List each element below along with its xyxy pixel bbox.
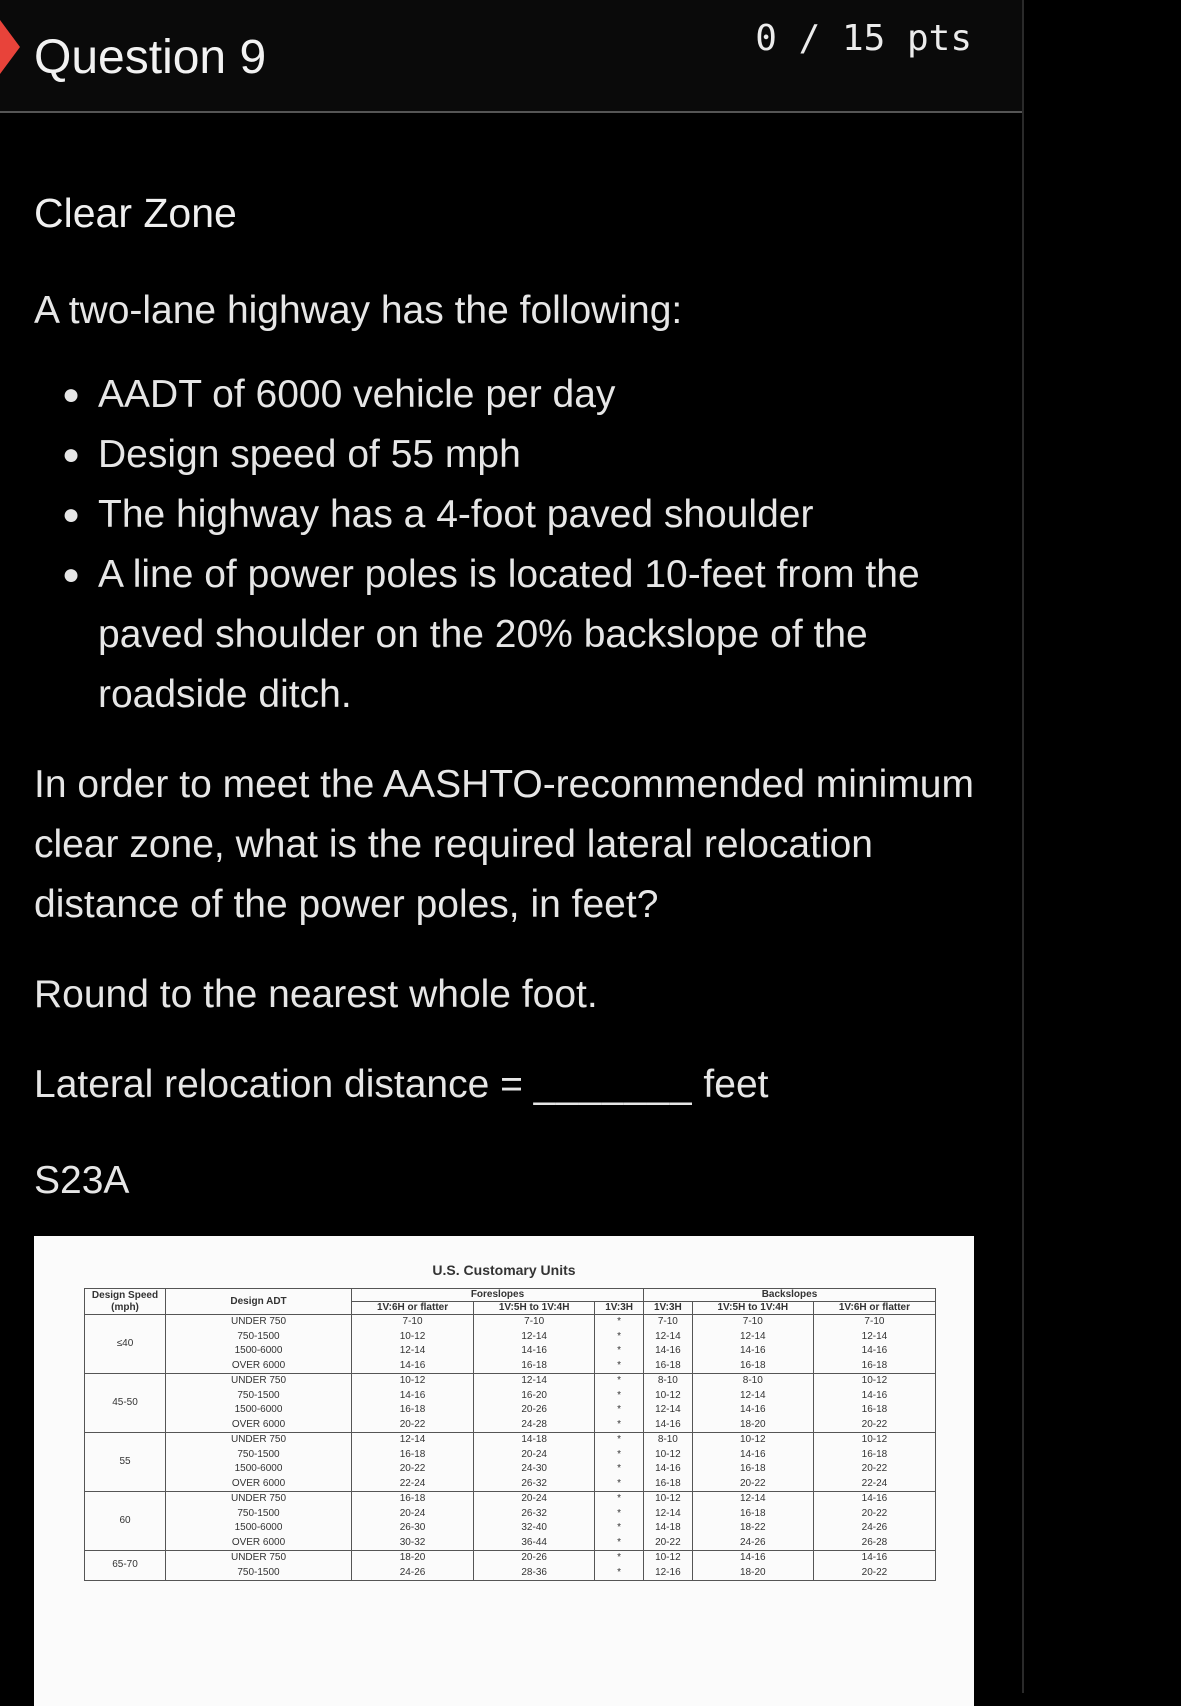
fs2-value: 7-10 bbox=[524, 1316, 545, 1327]
fs1-value: 12-14 bbox=[399, 1345, 426, 1356]
bs2-value: 24-26 bbox=[740, 1536, 766, 1548]
bs2-value: 8-10 bbox=[742, 1375, 763, 1386]
col-header-bs2: 1V:5H to 1V:4H bbox=[692, 1302, 813, 1315]
bs1-value: 14-18 bbox=[655, 1522, 681, 1533]
bs2-value: 18-20 bbox=[740, 1566, 766, 1578]
adt-value: UNDER 750 bbox=[230, 1493, 287, 1504]
fs3-value: * bbox=[617, 1359, 622, 1371]
fs3-value: * bbox=[617, 1389, 622, 1401]
bs3-cell bbox=[813, 1433, 935, 1492]
fs1-value: 20-24 bbox=[399, 1507, 426, 1519]
adt-cell bbox=[166, 1551, 352, 1581]
bs1-value: 8-10 bbox=[657, 1375, 678, 1386]
table-row bbox=[85, 1492, 936, 1551]
adt-cell bbox=[166, 1315, 352, 1374]
fs2-value: 36-44 bbox=[521, 1536, 547, 1548]
table-caption: U.S. Customary Units bbox=[432, 1262, 576, 1278]
adt-value: 1500-6000 bbox=[234, 1345, 283, 1356]
question-header bbox=[0, 0, 1022, 113]
bs2-cell bbox=[692, 1315, 813, 1374]
adt-value: 750-1500 bbox=[237, 1448, 280, 1460]
bs2-value: 20-22 bbox=[740, 1477, 766, 1489]
fs2-cell bbox=[474, 1433, 595, 1492]
fs3-cell bbox=[595, 1492, 644, 1551]
fs2-value: 32-40 bbox=[521, 1522, 547, 1533]
adt-value: UNDER 750 bbox=[230, 1375, 287, 1386]
list-item: ● AADT of 6000 vehicle per day bbox=[98, 365, 994, 425]
intro-text: A two-lane highway has the following: bbox=[34, 289, 683, 332]
question-code: S23A bbox=[34, 1159, 130, 1202]
bs2-value: 18-20 bbox=[740, 1418, 766, 1430]
bs1-cell bbox=[643, 1492, 692, 1551]
fs3-value: * bbox=[617, 1522, 622, 1533]
col-header-bs1: 1V:3H bbox=[643, 1302, 692, 1315]
given-list bbox=[34, 365, 994, 725]
fs3-cell bbox=[595, 1433, 644, 1492]
adt-value: UNDER 750 bbox=[230, 1552, 287, 1563]
fs2-value: 16-18 bbox=[521, 1359, 547, 1371]
fs1-cell bbox=[352, 1551, 474, 1581]
fs2-cell bbox=[474, 1492, 595, 1551]
bs3-cell bbox=[813, 1492, 935, 1551]
fs2-value: 20-26 bbox=[521, 1552, 547, 1563]
bs2-value: 16-18 bbox=[740, 1507, 766, 1519]
bs3-value: 16-18 bbox=[861, 1404, 888, 1415]
answer-blank[interactable]: _______ bbox=[533, 1063, 693, 1106]
fs2-value: 12-14 bbox=[521, 1375, 547, 1386]
question-text: In order to meet the AASHTO-recommended minimum clear zone, what is the required lateral relocation distance of the power poles, in feet? bbox=[34, 763, 974, 926]
fs3-cell bbox=[595, 1315, 644, 1374]
fs2-value: 20-24 bbox=[521, 1448, 547, 1460]
fs2-value: 12-14 bbox=[521, 1330, 547, 1342]
bs3-value: 12-14 bbox=[861, 1330, 888, 1342]
fs3-value: * bbox=[617, 1536, 622, 1548]
fs2-value: 20-24 bbox=[521, 1493, 547, 1504]
list-item: ● Design speed of 55 mph bbox=[98, 425, 994, 485]
bs3-value: 20-22 bbox=[861, 1463, 888, 1474]
bs3-value: 14-16 bbox=[861, 1389, 888, 1401]
bs2-cell bbox=[692, 1433, 813, 1492]
bs1-cell bbox=[643, 1315, 692, 1374]
fs1-value: 24-26 bbox=[399, 1566, 426, 1578]
bs1-value: 10-12 bbox=[655, 1493, 681, 1504]
fs2-cell bbox=[474, 1315, 595, 1374]
bs1-value: 8-10 bbox=[657, 1434, 678, 1445]
speed-cell: 45-50 bbox=[85, 1374, 166, 1433]
adt-value: UNDER 750 bbox=[230, 1434, 287, 1445]
fs2-cell bbox=[474, 1374, 595, 1433]
fs1-cell bbox=[352, 1315, 474, 1374]
adt-value: 750-1500 bbox=[237, 1330, 280, 1342]
answer-label: Lateral relocation distance = bbox=[34, 1063, 523, 1106]
fs1-value: 7-10 bbox=[402, 1316, 423, 1327]
bs1-value: 14-16 bbox=[655, 1463, 681, 1474]
bs1-value: 10-12 bbox=[655, 1389, 681, 1401]
points-label: 0 / 15 pts bbox=[755, 18, 972, 59]
rounding-instruction: Round to the nearest whole foot. bbox=[34, 973, 598, 1016]
question-body bbox=[34, 190, 994, 1211]
question-title: Question 9 bbox=[34, 31, 267, 84]
fs2-value: 24-30 bbox=[521, 1463, 547, 1474]
bs3-value: 22-24 bbox=[861, 1477, 888, 1489]
clear-zone-table-image bbox=[34, 1236, 974, 1706]
fs3-value: * bbox=[617, 1507, 622, 1519]
list-item: ● The highway has a 4-foot paved shoulder bbox=[98, 485, 994, 545]
bs2-value: 12-14 bbox=[740, 1493, 766, 1504]
bs3-value: 26-28 bbox=[861, 1536, 888, 1548]
fs3-value: * bbox=[617, 1463, 622, 1474]
bs3-value: 10-12 bbox=[861, 1434, 888, 1445]
fs3-value: * bbox=[617, 1330, 622, 1342]
col-header-fs1: 1V:6H or flatter bbox=[352, 1302, 474, 1315]
adt-value: OVER 6000 bbox=[231, 1359, 286, 1371]
bs2-value: 14-16 bbox=[740, 1552, 766, 1563]
bs1-value: 14-16 bbox=[655, 1345, 681, 1356]
bs2-value: 16-18 bbox=[740, 1359, 766, 1371]
fs3-cell bbox=[595, 1551, 644, 1581]
bs3-cell bbox=[813, 1315, 935, 1374]
col-header-speed: Design Speed (mph) bbox=[85, 1289, 166, 1315]
fs1-value: 12-14 bbox=[399, 1434, 426, 1445]
bs1-value: 7-10 bbox=[657, 1316, 678, 1327]
fs1-value: 10-12 bbox=[399, 1330, 426, 1342]
fs3-value: * bbox=[617, 1552, 622, 1563]
bs3-value: 16-18 bbox=[861, 1448, 888, 1460]
adt-cell bbox=[166, 1492, 352, 1551]
fs3-value: * bbox=[617, 1434, 622, 1445]
fs1-value: 18-20 bbox=[399, 1552, 426, 1563]
adt-value: 1500-6000 bbox=[234, 1522, 283, 1533]
bs2-value: 10-12 bbox=[740, 1434, 766, 1445]
topic-heading: Clear Zone bbox=[34, 190, 237, 236]
bullet-icon: ● bbox=[62, 558, 81, 591]
bs2-cell bbox=[692, 1492, 813, 1551]
bs2-cell bbox=[692, 1374, 813, 1433]
fs2-value: 26-32 bbox=[521, 1507, 547, 1519]
fs2-value: 26-32 bbox=[521, 1477, 547, 1489]
adt-value: 1500-6000 bbox=[234, 1463, 283, 1474]
answer-unit: feet bbox=[703, 1063, 769, 1106]
adt-value: 750-1500 bbox=[237, 1389, 280, 1401]
table-row bbox=[85, 1433, 936, 1492]
bs3-value: 24-26 bbox=[861, 1522, 888, 1533]
bs3-value: 20-22 bbox=[861, 1507, 888, 1519]
bs1-value: 10-12 bbox=[655, 1448, 681, 1460]
bs2-value: 14-16 bbox=[740, 1345, 766, 1356]
col-header-bs3: 1V:6H or flatter bbox=[813, 1302, 935, 1315]
fs2-value: 16-20 bbox=[521, 1389, 547, 1401]
col-header-adt: Design ADT bbox=[166, 1289, 352, 1315]
group-header-backslopes: Backslopes bbox=[643, 1289, 935, 1302]
fs1-value: 16-18 bbox=[399, 1493, 426, 1504]
col-header-fs3: 1V:3H bbox=[595, 1302, 644, 1315]
bs3-value: 20-22 bbox=[861, 1566, 888, 1578]
table-row bbox=[85, 1315, 936, 1374]
bs1-value: 12-14 bbox=[655, 1330, 681, 1342]
bs2-value: 7-10 bbox=[742, 1316, 763, 1327]
fs3-value: * bbox=[617, 1493, 622, 1504]
adt-value: 1500-6000 bbox=[234, 1404, 283, 1415]
bullet-icon: ● bbox=[62, 498, 81, 531]
fs3-value: * bbox=[617, 1566, 622, 1578]
speed-cell: 55 bbox=[85, 1433, 166, 1492]
fs1-value: 30-32 bbox=[399, 1536, 426, 1548]
fs3-value: * bbox=[617, 1375, 622, 1386]
bs2-value: 18-22 bbox=[740, 1522, 766, 1533]
clear-zone-table bbox=[84, 1288, 936, 1581]
fs1-value: 14-16 bbox=[399, 1359, 426, 1371]
fs3-value: * bbox=[617, 1404, 622, 1415]
bs2-cell bbox=[692, 1551, 813, 1581]
bullet-icon: ● bbox=[62, 438, 81, 471]
bs3-value: 16-18 bbox=[861, 1359, 888, 1371]
fs3-value: * bbox=[617, 1418, 622, 1430]
fs1-value: 20-22 bbox=[399, 1463, 426, 1474]
adt-value: 750-1500 bbox=[237, 1507, 280, 1519]
bs2-value: 16-18 bbox=[740, 1463, 766, 1474]
bs3-value: 10-12 bbox=[861, 1375, 888, 1386]
fs2-value: 20-26 bbox=[521, 1404, 547, 1415]
fs1-cell bbox=[352, 1492, 474, 1551]
bs3-cell bbox=[813, 1374, 935, 1433]
col-header-fs2: 1V:5H to 1V:4H bbox=[474, 1302, 595, 1315]
fs2-value: 28-36 bbox=[521, 1566, 547, 1578]
fs1-value: 10-12 bbox=[399, 1375, 426, 1386]
bs2-value: 14-16 bbox=[740, 1404, 766, 1415]
fs2-value: 14-18 bbox=[521, 1434, 547, 1445]
fs1-value: 16-18 bbox=[399, 1448, 426, 1460]
fs2-value: 24-28 bbox=[521, 1418, 547, 1430]
bs1-value: 12-14 bbox=[655, 1507, 681, 1519]
adt-value: UNDER 750 bbox=[230, 1316, 287, 1327]
bs2-value: 12-14 bbox=[740, 1330, 766, 1342]
fs1-value: 22-24 bbox=[399, 1477, 426, 1489]
fs1-cell bbox=[352, 1433, 474, 1492]
bs2-value: 14-16 bbox=[740, 1448, 766, 1460]
bs1-value: 12-16 bbox=[655, 1566, 681, 1578]
adt-cell bbox=[166, 1374, 352, 1433]
bs1-value: 20-22 bbox=[655, 1536, 681, 1548]
fs3-value: * bbox=[617, 1477, 622, 1489]
bs3-value: 7-10 bbox=[864, 1316, 885, 1327]
bs1-value: 14-16 bbox=[655, 1418, 681, 1430]
group-header-foreslopes: Foreslopes bbox=[352, 1289, 644, 1302]
fs1-value: 14-16 bbox=[399, 1389, 426, 1401]
flag-icon[interactable] bbox=[0, 20, 20, 74]
bs1-value: 10-12 bbox=[655, 1552, 681, 1563]
table-row bbox=[85, 1551, 936, 1581]
answer-line bbox=[34, 1055, 994, 1115]
bs1-cell bbox=[643, 1433, 692, 1492]
fs2-cell bbox=[474, 1551, 595, 1581]
bs3-value: 14-16 bbox=[861, 1552, 888, 1563]
bs2-value: 12-14 bbox=[740, 1389, 766, 1401]
bs1-cell bbox=[643, 1374, 692, 1433]
fs2-value: 14-16 bbox=[521, 1345, 547, 1356]
fs3-value: * bbox=[617, 1316, 622, 1327]
bs3-cell bbox=[813, 1551, 935, 1581]
adt-value: OVER 6000 bbox=[231, 1536, 286, 1548]
bs1-cell bbox=[643, 1551, 692, 1581]
fs3-cell bbox=[595, 1374, 644, 1433]
bs1-value: 12-14 bbox=[655, 1404, 681, 1415]
adt-cell bbox=[166, 1433, 352, 1492]
bs3-value: 20-22 bbox=[861, 1418, 888, 1430]
fs1-value: 16-18 bbox=[399, 1404, 426, 1415]
bs1-value: 16-18 bbox=[655, 1477, 681, 1489]
adt-value: OVER 6000 bbox=[231, 1418, 286, 1430]
fs3-value: * bbox=[617, 1345, 622, 1356]
speed-cell: ≤40 bbox=[85, 1315, 166, 1374]
scrollbar-area bbox=[1024, 0, 1181, 1693]
fs1-value: 26-30 bbox=[399, 1522, 426, 1533]
bullet-icon: ● bbox=[62, 378, 81, 411]
bs3-value: 14-16 bbox=[861, 1493, 888, 1504]
speed-cell: 65-70 bbox=[85, 1551, 166, 1581]
table-row bbox=[85, 1374, 936, 1433]
fs1-cell bbox=[352, 1374, 474, 1433]
list-item: ● A line of power poles is located 10-feet from the paved shoulder on the 20% backslope of the roadside ditch. bbox=[98, 545, 994, 725]
speed-cell: 60 bbox=[85, 1492, 166, 1551]
adt-value: 750-1500 bbox=[237, 1566, 280, 1578]
adt-value: OVER 6000 bbox=[231, 1477, 286, 1489]
bs1-value: 16-18 bbox=[655, 1359, 681, 1371]
fs3-value: * bbox=[617, 1448, 622, 1460]
bs3-value: 14-16 bbox=[861, 1345, 888, 1356]
fs1-value: 20-22 bbox=[399, 1418, 426, 1430]
